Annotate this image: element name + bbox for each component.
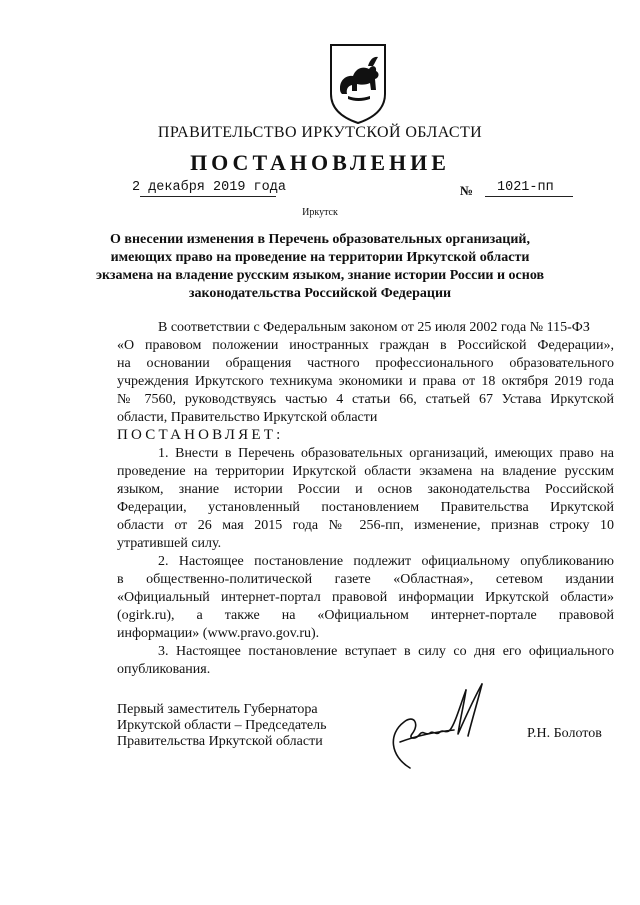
point-2-line: информации» (www.pravo.gov.ru). bbox=[117, 626, 320, 641]
preamble-line: «О правовом положении иностранных граждан в Российской Федерации», bbox=[117, 338, 614, 353]
document-date: 2 декабря 2019 года bbox=[132, 180, 286, 195]
preamble-line: № 7560, руководствуясь частью 4 статьи 66, статьей 67 Устава Иркутской bbox=[117, 392, 614, 407]
point-1-line: Федерации, установленный постановлением Правительства Иркутской bbox=[117, 500, 614, 515]
heading-line: экзамена на владение русским языком, знание истории России и основ bbox=[95, 268, 545, 283]
number-underline bbox=[485, 196, 573, 197]
signatory-position-line: Правительства Иркутской области bbox=[117, 734, 323, 749]
heading-line: О внесении изменения в Перечень образовательных организаций, bbox=[110, 232, 530, 247]
point-2-line: (ogirk.ru), а также на «Официальном интернет-портале правовой bbox=[117, 608, 614, 623]
point-2-line: «Официальный интернет-портал правовой информации Иркутской области» bbox=[117, 590, 614, 605]
preamble-line: области, Правительство Иркутской области bbox=[117, 410, 378, 425]
point-1-line: языком, знание истории России и основ законодательства Российской bbox=[117, 482, 614, 497]
preamble-line: В соответствии с Федеральным законом от 25 июля 2002 года № 115-ФЗ bbox=[158, 320, 590, 335]
point-3-line: опубликования. bbox=[117, 662, 211, 677]
point-1-line: проведение на территории Иркутской области экзамена на владение русским bbox=[117, 464, 614, 479]
preamble-line: на основании обращения частного профессионального образовательного bbox=[117, 356, 614, 371]
signatory-position-line: Иркутской области – Председатель bbox=[117, 718, 327, 733]
point-2-line: 2. Настоящее постановление подлежит официальному опубликованию bbox=[158, 554, 614, 569]
government-name: ПРАВИТЕЛЬСТВО ИРКУТСКОЙ ОБЛАСТИ bbox=[157, 124, 483, 141]
document-number: 1021-пп bbox=[497, 180, 554, 195]
document-type-title: ПОСТАНОВЛЕНИЕ bbox=[190, 150, 450, 175]
number-sign: № bbox=[460, 183, 474, 198]
heading-line: законодательства Российской Федерации bbox=[188, 286, 452, 301]
heading-line: имеющих право на проведение на территории Иркутской области bbox=[110, 250, 530, 265]
signatory-name: Р.Н. Болотов bbox=[527, 726, 602, 741]
point-1-line: области от 26 мая 2015 года № 256-пп, изменение, признав строку 10 bbox=[117, 518, 614, 533]
signatory-position-line: Первый заместитель Губернатора bbox=[117, 702, 318, 717]
city-name: Иркутск bbox=[302, 207, 338, 218]
irkutsk-coat-of-arms-icon bbox=[328, 42, 388, 126]
point-3-line: 3. Настоящее постановление вступает в силу со дня его официального bbox=[158, 644, 614, 659]
preamble-line: учреждения Иркутского техникума экономики и права от 18 октября 2019 года bbox=[117, 374, 614, 389]
handwritten-signature-icon bbox=[380, 676, 492, 774]
date-underline bbox=[140, 196, 276, 197]
point-1-line: утратившей силу. bbox=[117, 536, 222, 551]
point-2-line: в общественно-политической газете «Областная», сетевом издании bbox=[117, 572, 614, 587]
point-1-line: 1. Внести в Перечень образовательных организаций, имеющих право на bbox=[158, 446, 614, 461]
resolves-label: ПОСТАНОВЛЯЕТ: bbox=[117, 427, 284, 443]
